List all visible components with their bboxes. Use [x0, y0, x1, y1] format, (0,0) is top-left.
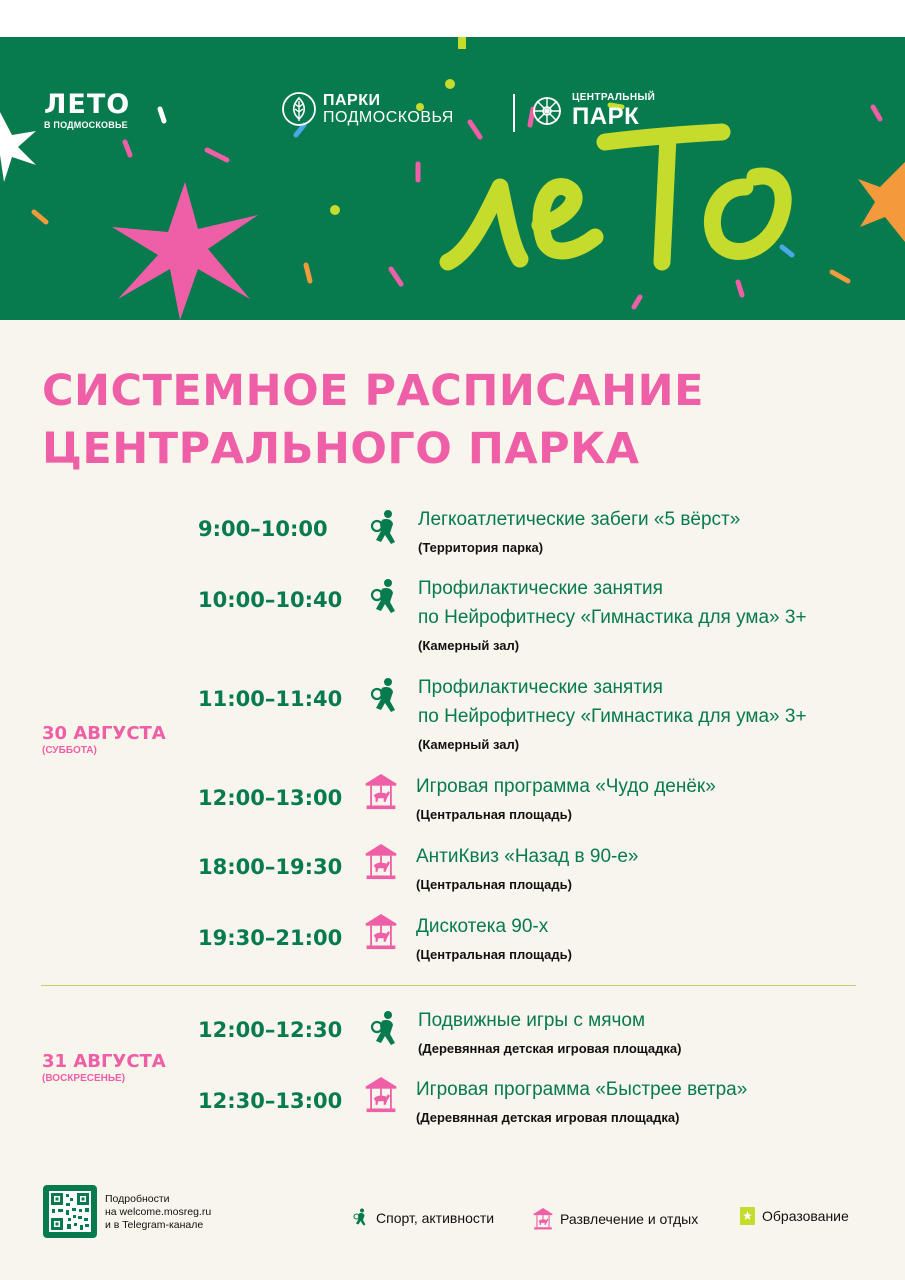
central-park-logo	[530, 92, 655, 130]
day-label-2	[42, 1052, 166, 1084]
legend-label: Развлечение и отдых	[560, 1211, 699, 1227]
event-info	[416, 1075, 747, 1132]
schedule-event	[198, 574, 878, 653]
event-time: 10:00–10:40	[198, 588, 343, 612]
details-text	[105, 1193, 211, 1232]
event-place: (Центральная площадь)	[416, 947, 572, 962]
event-info	[418, 505, 740, 562]
leto-logo	[44, 91, 130, 130]
parki-logo-line1: ПАРКИ	[323, 92, 381, 109]
event-title: Подвижные игры с мячом	[418, 1010, 646, 1031]
schedule-event	[198, 1006, 878, 1066]
page-title	[42, 362, 704, 478]
legend-education	[739, 1206, 849, 1226]
carousel-icon	[363, 772, 399, 812]
event-info	[418, 673, 807, 759]
event-time: 12:30–13:00	[198, 1089, 343, 1113]
event-info	[418, 1006, 681, 1063]
event-title: Легкоатлетические забеги «5 вёрст»	[418, 509, 741, 530]
event-title: Игровая программа «Чудо денёк»	[416, 776, 716, 797]
event-time: 18:00–19:30	[198, 855, 343, 879]
event-place: (Центральная площадь)	[416, 877, 572, 892]
schedule-event	[198, 673, 878, 752]
confetti-decoration	[0, 37, 905, 320]
event-title: Профилактические занятия	[418, 578, 663, 599]
event-place: (Деревянная детская игровая площадка)	[416, 1110, 680, 1125]
title-line-2: ЦЕНТРАЛЬНОГО ПАРКА	[42, 424, 640, 474]
title-line-1: СИСТЕМНОЕ РАСПИСАНИЕ	[42, 366, 704, 416]
event-info	[416, 842, 639, 899]
central-logo-line1: ЦЕНТРАЛЬНЫЙ	[572, 92, 656, 103]
sport-icon	[368, 578, 404, 618]
leto-logo-big: ЛЕТО	[44, 89, 131, 120]
event-time: 12:00–12:30	[198, 1018, 343, 1042]
book-icon	[739, 1206, 756, 1226]
leaf-icon	[281, 91, 317, 127]
details-line-2: на welcome.mosreg.ru	[105, 1206, 212, 1218]
day-date: 30 АВГУСТА	[42, 723, 166, 744]
sport-icon	[368, 1010, 404, 1050]
event-info	[418, 574, 807, 660]
event-time: 11:00–11:40	[198, 687, 343, 711]
legend-sport	[352, 1206, 494, 1230]
event-info	[416, 772, 716, 829]
legend-label: Спорт, активности	[376, 1210, 495, 1226]
legend-label: Образование	[762, 1208, 849, 1224]
event-place: (Камерный зал)	[418, 737, 520, 752]
legend-entertainment	[532, 1206, 698, 1232]
event-title-line2: по Нейрофитнесу «Гимнастика для ума» 3+	[418, 607, 807, 628]
event-time: 12:00–13:00	[198, 786, 343, 810]
logo-divider	[513, 94, 515, 132]
day-date: 31 АВГУСТА	[42, 1051, 166, 1072]
day-divider	[41, 985, 856, 986]
event-title: Дискотека 90-х	[416, 916, 549, 937]
day-label-1	[42, 724, 166, 756]
event-place: (Камерный зал)	[418, 638, 520, 653]
parki-logo	[281, 91, 454, 127]
event-info	[416, 912, 572, 969]
ferris-wheel-icon	[530, 94, 564, 128]
details-line-1: Подробности	[105, 1193, 170, 1205]
event-title: Профилактические занятия	[418, 677, 663, 698]
carousel-icon	[532, 1206, 554, 1232]
leto-logo-small: В ПОДМОСКОВЬЕ	[44, 120, 128, 130]
schedule-event	[198, 1075, 878, 1135]
qr-pattern	[43, 1185, 97, 1238]
details-line-3: и в Telegram-канале	[105, 1219, 204, 1231]
parki-logo-line2: ПОДМОСКОВЬЯ	[323, 109, 454, 126]
sport-icon	[368, 509, 404, 549]
day-weekday: (СУББОТА)	[42, 745, 97, 756]
qr-code[interactable]	[43, 1185, 97, 1238]
schedule-event	[198, 842, 878, 902]
top-strip	[0, 0, 905, 37]
day-weekday: (ВОСКРЕСЕНЬЕ)	[42, 1073, 126, 1084]
event-place: (Территория парка)	[418, 540, 544, 555]
schedule-event	[198, 772, 878, 832]
event-time: 19:30–21:00	[198, 926, 343, 950]
sport-icon	[368, 677, 404, 717]
central-logo-line2: ПАРК	[572, 103, 640, 130]
event-title: Игровая программа «Быстрее ветра»	[416, 1079, 748, 1100]
sport-icon	[352, 1206, 370, 1230]
carousel-icon	[363, 912, 399, 952]
schedule-event	[198, 912, 878, 972]
carousel-icon	[363, 1075, 399, 1115]
event-time: 9:00–10:00	[198, 517, 328, 541]
schedule-event	[198, 505, 878, 565]
header-banner	[0, 37, 905, 320]
event-place: (Центральная площадь)	[416, 807, 572, 822]
event-title: АнтиКвиз «Назад в 90-е»	[416, 846, 639, 867]
event-title-line2: по Нейрофитнесу «Гимнастика для ума» 3+	[418, 706, 807, 727]
event-place: (Деревянная детская игровая площадка)	[418, 1041, 682, 1056]
carousel-icon	[363, 842, 399, 882]
